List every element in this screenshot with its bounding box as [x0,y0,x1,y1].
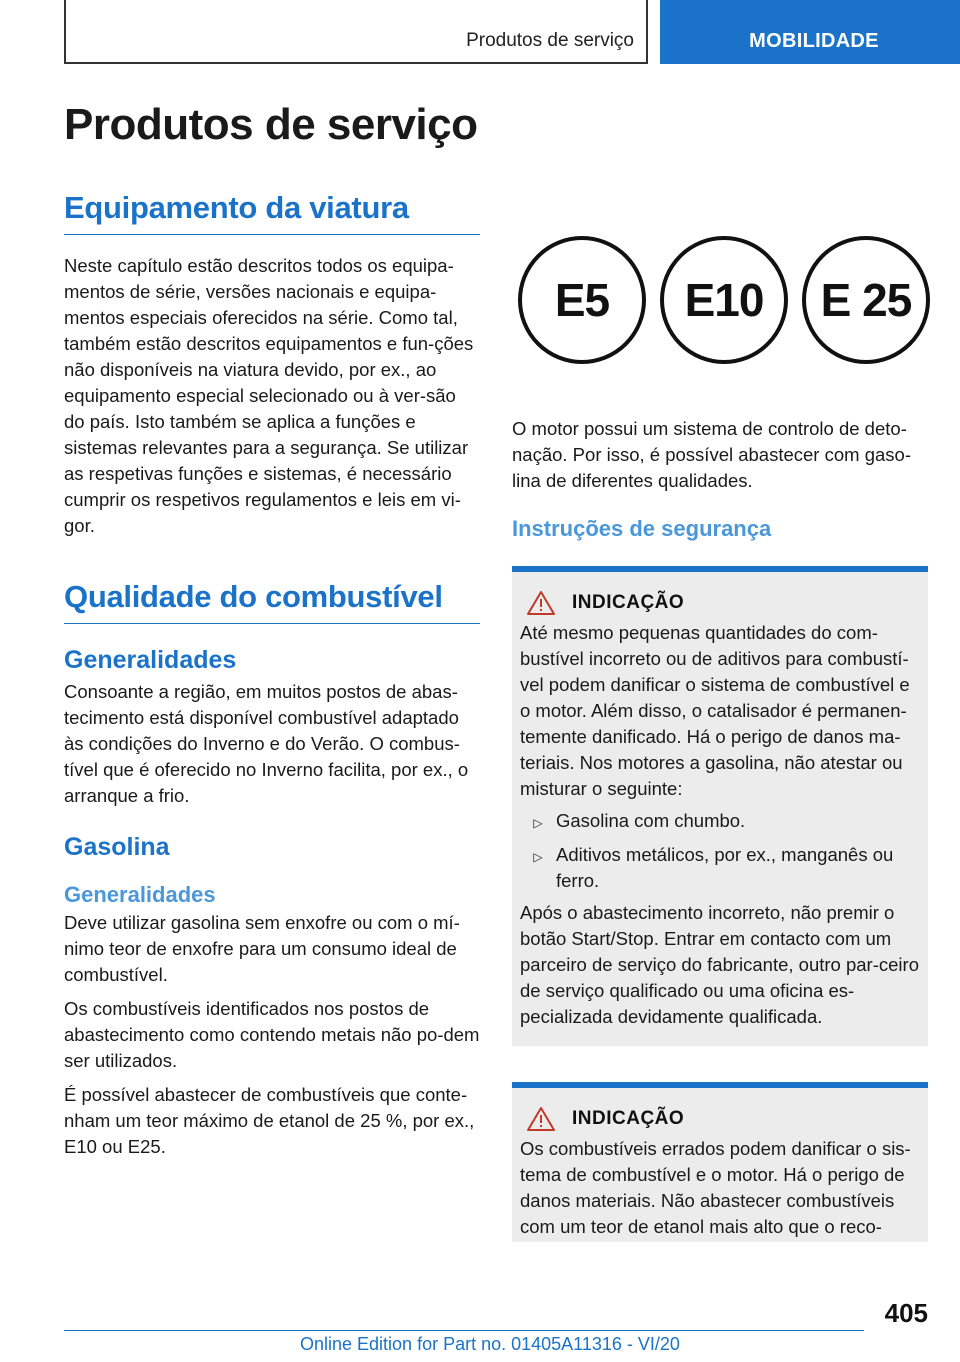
list-item-text: Aditivos metálicos, por ex., manganês ou ferro. [556,844,894,891]
general-heading: Generalidades [64,646,237,674]
equipment-heading: Equipamento da viatura [64,190,480,235]
equipment-text: Neste capítulo estão descritos todos os equipa-mentos de série, versões nacionais e equipa-mentos especiais oferecidos na série. Como tal, também estão descritos equipamentos e fun-ções não disponíveis na viatura devido, por ex., ao equipamento especial selecionado ou à ver-são do país. Isto também se aplica a funções e sistemas relevantes para a segurança. Se utilizar as respetivas funções e sistemas, é necessário cumprir os respetivos regulamentos e leis em vi-gor. [64,255,474,536]
header-chapter-tab [660,0,960,64]
notice-header [520,1106,920,1132]
header-section-label: Produtos de serviço [466,30,634,51]
fuel-quality-heading: Qualidade do combustível [64,579,480,624]
left-column [64,190,480,1160]
notice-text: Os combustíveis errados podem danificar o sis-tema de combustível e o motor. Há o perigo de danos materiais. Não abastecer combustíveis com um teor de etanol mais alto que o reco- [520,1138,911,1237]
triangle-right-icon: ▷ [533,816,543,830]
list-item [520,842,920,894]
notice-text-2: Após o abastecimento incorreto, não premir o botão Start/Stop. Entrar em contacto com um parceiro de serviço do fabricante, outro par-ceiro de serviço qualificado ou uma oficina es-pecializada devidamente qualificada. [520,902,919,1027]
page-number: 405 [884,1298,928,1328]
notice-title: INDICAÇÃO [572,1108,685,1129]
fuel-signs [518,236,930,364]
gasoline-text-2: Os combustíveis identificados nos postos de abastecimento como contendo metais não po-dem ser utilizados. [64,998,480,1071]
general-text: Consoante a região, em muitos postos de abas-tecimento está disponível combustível adaptado às condições do Inverno e do Verão. O combus-tível que é oferecido no Inverno facilita, por ex., o arranque a frio. [64,681,469,806]
gasoline-text-3: É possível abastecer de combustíveis que conte-nham um teor máximo de etanol de 25 %, por ex., E10 ou E25. [64,1084,475,1157]
warning-triangle-icon [526,1106,556,1132]
header-section-tab [64,0,648,64]
notice-box-1 [512,566,928,1046]
header-chapter-label: MOBILIDADE [749,30,879,52]
fuel-sign-e25: E 25 [802,236,930,364]
right-column [512,236,928,1242]
notice-header [520,590,920,616]
fuel-sign-e5: E5 [518,236,646,364]
fuel-sign-e10: E10 [660,236,788,364]
safety-heading: Instruções de segurança [512,516,772,541]
triangle-right-icon: ▷ [533,850,543,864]
page-title: Produtos de serviço [64,100,478,149]
gasoline-general-heading: Generalidades [64,882,216,907]
list-item [520,808,920,836]
warning-triangle-icon [526,590,556,616]
footer-edition: Online Edition for Part no. 01405A11316 - VI/20 [300,1334,680,1354]
footer-divider [64,1330,864,1331]
notice-text: Até mesmo pequenas quantidades do com-bustível incorreto ou de aditivos para combustí-vel podem danificar o sistema de combustível e o motor. Além disso, o catalisador é permanen-temente danificado. Há o perigo de danos ma-teriais. Nos motores a gasolina, não atestar ou misturar o seguinte: [520,622,910,799]
notice-title: INDICAÇÃO [572,592,685,613]
list-item-text: Gasolina com chumbo. [556,810,746,831]
gasoline-text-1: Deve utilizar gasolina sem enxofre ou com o mí-nimo teor de enxofre para um consumo ideal de combustível. [64,912,460,985]
motor-text: O motor possui um sistema de controlo de deto-nação. Por isso, é possível abastecer com gaso-lina de diferentes qualidades. [512,418,911,491]
notice-box-2 [512,1082,928,1242]
gasoline-heading: Gasolina [64,833,170,861]
